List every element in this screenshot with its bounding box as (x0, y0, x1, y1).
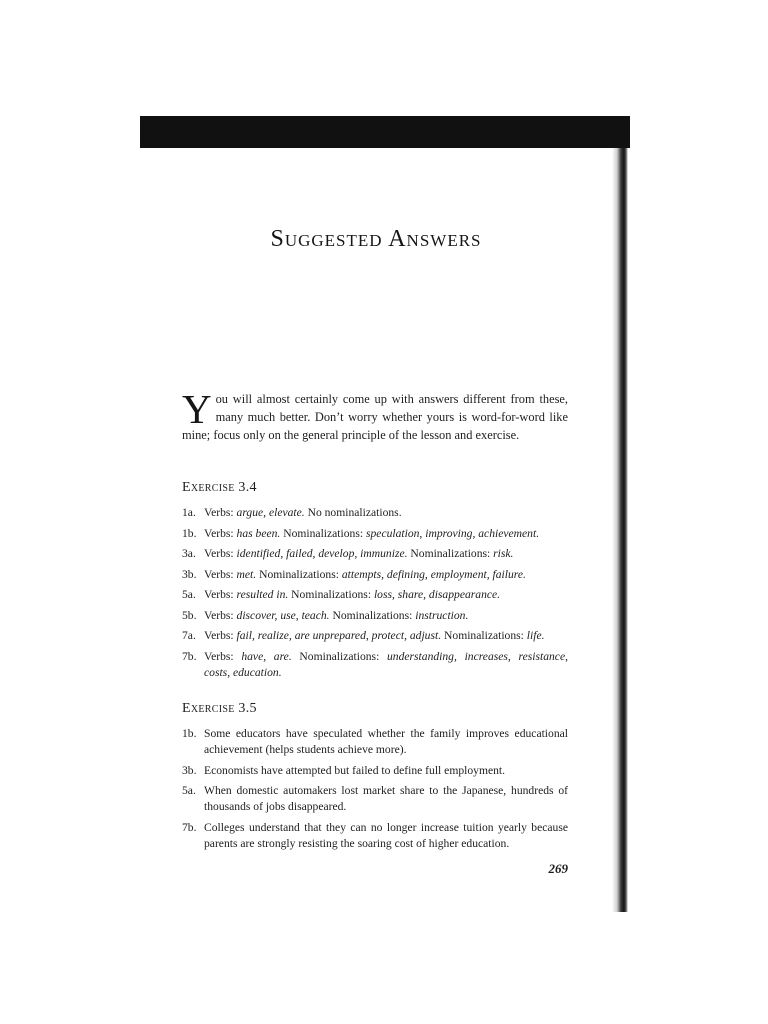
nominalizations-text: loss, share, disappearance. (373, 588, 501, 601)
intro-text: ou will almost certainly come up with answers different from these, many much better. Don’t worry whether yours is word-for-word like mine; focus only on the general principle of the lesson and exercise. (182, 392, 568, 442)
nominalizations-text: risk. (493, 547, 514, 560)
page-edge-shadow (612, 148, 628, 912)
exercise-3-5-heading: Exercise 3.5 (182, 701, 257, 716)
nominalizations-text: life. (526, 629, 545, 642)
nominalizations-text: instruction. (415, 608, 469, 622)
answer-text: When domestic automakers lost market share to the Japanese, hundreds of thousands of jobs disappeared. (204, 784, 568, 813)
list-item (182, 649, 568, 681)
nominalizations-label: Nominalizations: (329, 608, 416, 622)
exercise-3-4-heading: Exercise 3.4 (182, 480, 257, 495)
nominalizations-label: Nominalizations: (441, 629, 527, 642)
page-number: 269 (548, 861, 568, 876)
verbs-text: has been. (236, 526, 281, 540)
list-item (182, 820, 568, 852)
list-item (182, 608, 568, 624)
nominalizations-label: Nominalizations: (256, 567, 342, 581)
verbs-label: Verbs: (204, 567, 237, 581)
verbs-label: Verbs: (204, 526, 237, 540)
list-item (182, 587, 568, 603)
nominalizations-label: No nominalizations. (304, 506, 402, 519)
verbs-label: Verbs: (204, 608, 237, 622)
drop-cap: Y (182, 386, 212, 432)
nominalizations-label: Nominalizations: (288, 588, 374, 601)
verbs-label: Verbs: (204, 649, 242, 663)
list-item (182, 726, 568, 758)
exercise-3-5-list (182, 726, 568, 856)
item-number: 5a. (182, 784, 196, 797)
item-number: 5a. (182, 588, 196, 601)
verbs-text: discover, use, teach. (236, 608, 330, 622)
list-item (182, 763, 568, 779)
verbs-text: identified, failed, develop, immunize. (236, 547, 408, 560)
item-number: 1b. (182, 727, 197, 740)
verbs-text: resulted in. (236, 588, 289, 601)
list-item (182, 567, 568, 583)
verbs-label: Verbs: (204, 506, 237, 519)
list-item (182, 546, 568, 562)
list-item (182, 526, 568, 542)
answer-text: Colleges understand that they can no longer increase tuition yearly because parents are strongly resisting the soaring cost of higher education. (204, 820, 568, 850)
nominalizations-label: Nominalizations: (280, 526, 366, 540)
verbs-text: fail, realize, are unprepared, protect, adjust. (236, 629, 442, 642)
nominalizations-text: understanding, increases, resistance, costs, education. (204, 649, 568, 679)
list-item (182, 628, 568, 644)
item-number: 3a. (182, 547, 196, 560)
item-number: 7a. (182, 629, 196, 642)
exercise-3-4-list (182, 505, 568, 685)
nominalizations-label: Nominalizations: (407, 547, 494, 560)
item-number: 7b. (182, 820, 197, 834)
nominalizations-label: Nominalizations: (291, 649, 387, 663)
verbs-label: Verbs: (204, 547, 237, 560)
item-number: 3b. (182, 567, 197, 581)
item-number: 1b. (182, 526, 197, 540)
verbs-text: met. (236, 567, 257, 581)
answer-text: Some educators have speculated whether the family improves educational achievement (helps students achieve more). (204, 727, 568, 756)
page-title: Suggested Answers (270, 226, 482, 252)
item-number: 5b. (182, 608, 197, 622)
top-black-bar (140, 116, 630, 148)
answer-text: Economists have attempted but failed to define full employment. (204, 763, 506, 777)
item-number: 3b. (182, 763, 197, 777)
item-number: 1a. (182, 506, 196, 519)
verbs-text: argue, elevate. (236, 506, 305, 519)
list-item (182, 783, 568, 815)
nominalizations-text: speculation, improving, achievement. (365, 526, 540, 540)
list-item (182, 505, 568, 521)
verbs-label: Verbs: (204, 588, 237, 601)
intro-paragraph (182, 386, 568, 444)
verbs-label: Verbs: (204, 629, 237, 642)
item-number: 7b. (182, 649, 197, 663)
verbs-text: have, are. (241, 649, 292, 663)
nominalizations-text: attempts, defining, employment, failure. (341, 567, 526, 581)
